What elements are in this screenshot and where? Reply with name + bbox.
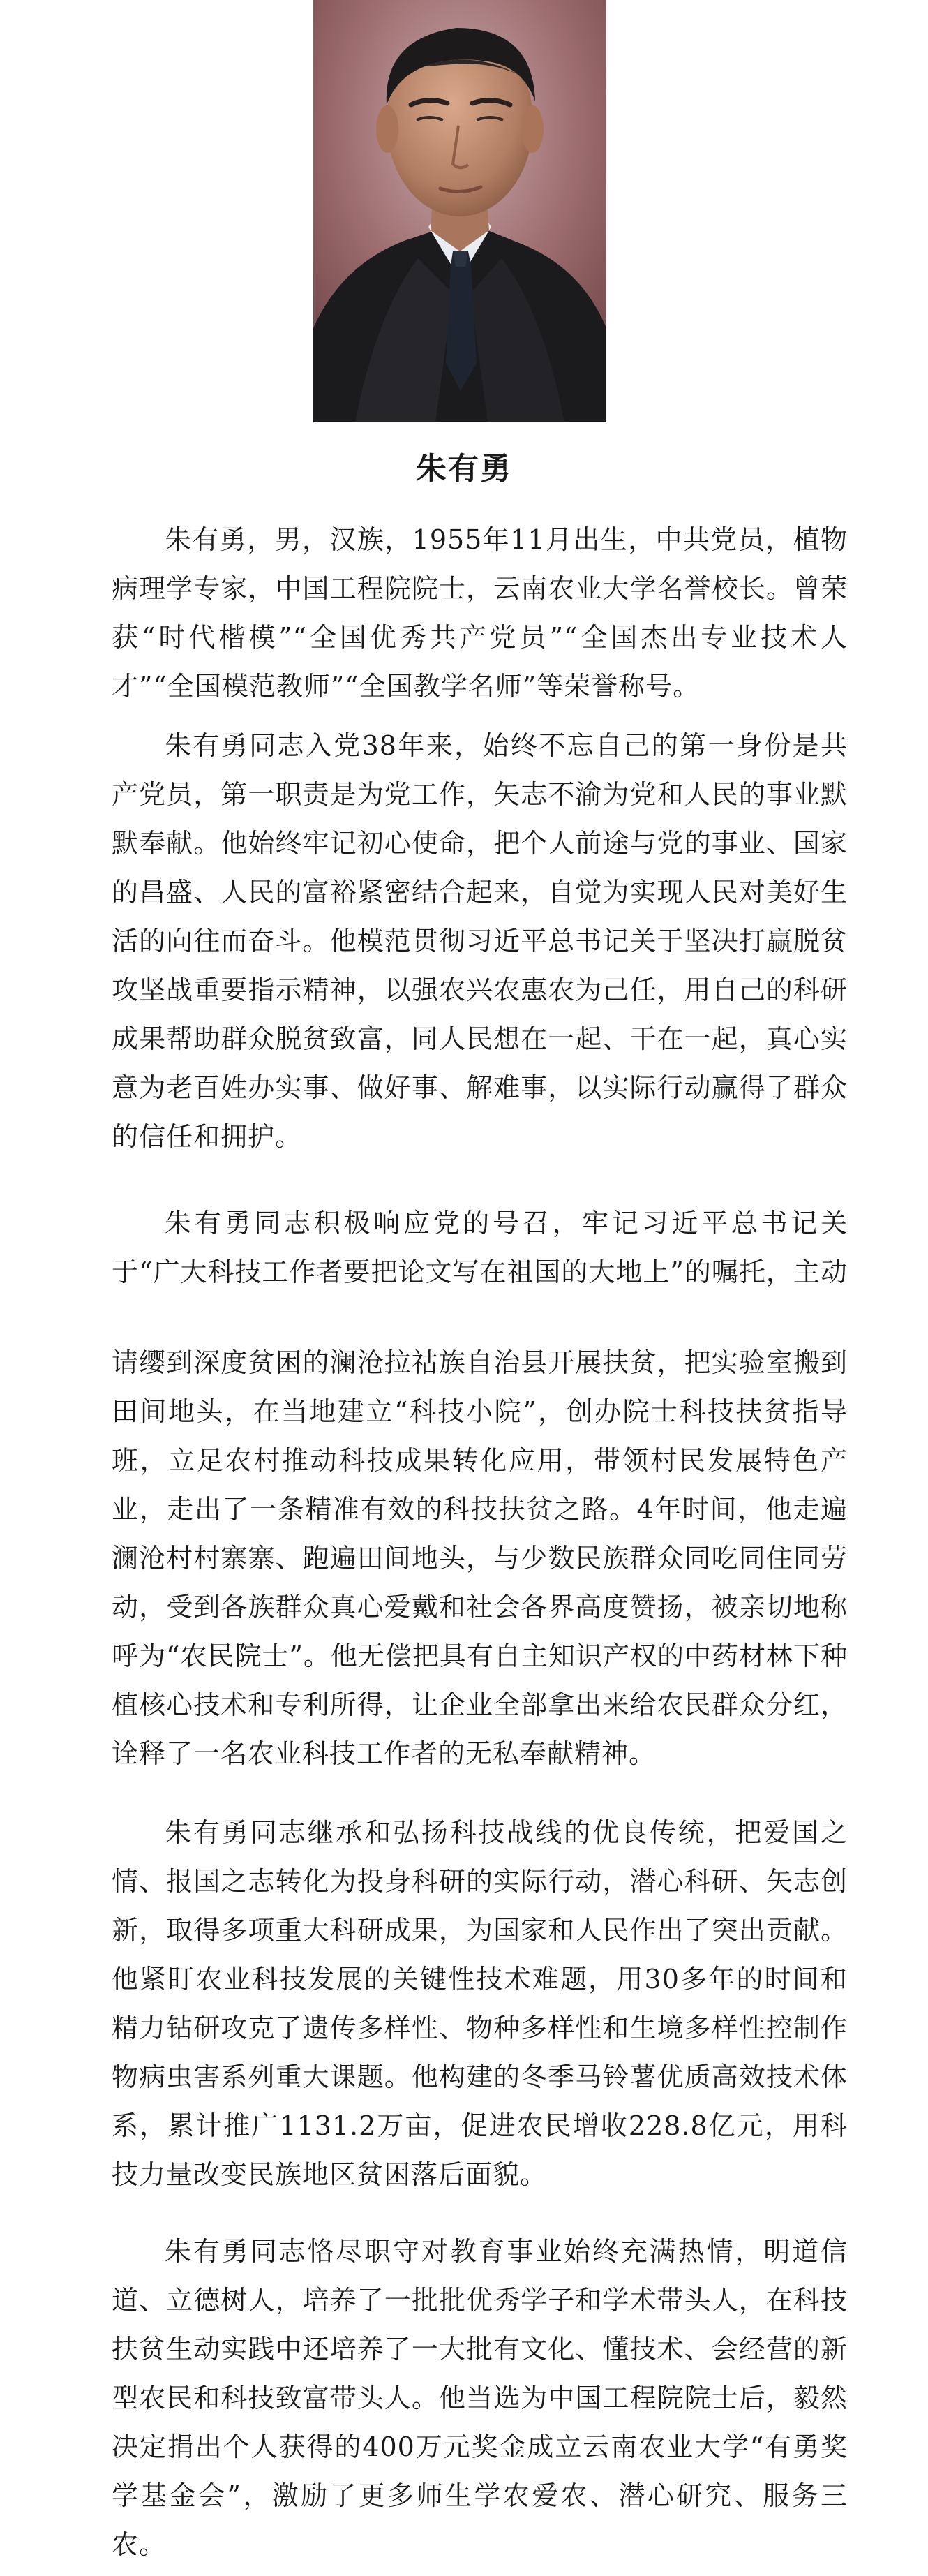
paragraph-poverty-alleviation-start: 朱有勇同志积极响应党的号召，牢记习近平总书记关于“广大科技工作者要把论文写在祖国的大地上”的嘱托，主动 bbox=[112, 1208, 848, 1287]
person-name: 朱有勇 bbox=[416, 451, 512, 487]
portrait-illustration bbox=[313, 0, 606, 422]
paragraph-education: 朱有勇同志恪尽职守对教育事业始终充满热情，明道信道、立德树人，培养了一批批优秀学子和学术带头人，在科技扶贫生动实践中还培养了一大批有文化、懂技术、会经营的新型农民和科技致富带头人。他当选为中国工程院院士后，毅然决定捐出个人获得的400万元奖金成立云南农业大学“有勇奖学基金会”，激励了更多师生学农爱农、潜心研究、服务三农。 bbox=[112, 2236, 848, 2560]
paragraph-poverty-alleviation-continued: 请缨到深度贫困的澜沧拉祜族自治县开展扶贫，把实验室搬到田间地头，在当地建立“科技小院”，创办院士科技扶贫指导班，立足农村推动科技成果转化应用，带领村民发展特色产业，走出了一条精准有效的科技扶贫之路。4年时间，他走遍澜沧村村寨寨、跑遍田间地头，与少数民族群众同吃同住同劳动，受到各族群众真心爱戴和社会各界高度赞扬，被亲切地称呼为“农民院士”。他无偿把具有自主知识产权的中药材林下种植核心技术和专利所得，让企业全部拿出来给农民群众分红，诠释了一名农业科技工作者的无私奉献精神。 bbox=[112, 1347, 848, 1769]
paragraph-biography: 朱有勇，男，汉族，1955年11月出生，中共党员，植物病理学专家，中国工程院院士，云南农业大学名誉校长。曾荣获“时代楷模”“全国优秀共产党员”“全国杰出专业技术人才”“全国模范教师”“全国教学名师”等荣誉称号。 bbox=[112, 524, 848, 702]
paragraph-party-service: 朱有勇同志入党38年来，始终不忘自己的第一身份是共产党员，第一职责是为党工作，矢志不渝为党和人民的事业默默奉献。他始终牢记初心使命，把个人前途与党的事业、国家的昌盛、人民的富裕紧密结合起来，自觉为实现人民对美好生活的向往而奋斗。他模范贯彻习近平总书记关于坚决打赢脱贫攻坚战重要指示精神，以强农兴农惠农为己任，用自己的科研成果帮助群众脱贫致富，同人民想在一起、干在一起，真心实意为老百姓办实事、做好事、解难事，以实际行动赢得了群众的信任和拥护。 bbox=[112, 730, 848, 1152]
paragraph-scientific-research: 朱有勇同志继承和弘扬科技战线的优良传统，把爱国之情、报国之志转化为投身科研的实际行动，潜心科研、矢志创新，取得多项重大科研成果，为国家和人民作出了突出贡献。他紧盯农业科技发展的关键性技术难题，用30多年的时间和精力钻研攻克了遗传多样性、物种多样性和生境多样性控制作物病虫害系列重大课题。他构建的冬季马铃薯优质高效技术体系，累计推广1131.2万亩，促进农民增收228.8亿元，用科技力量改变民族地区贫困落后面貌。 bbox=[112, 1817, 848, 2190]
portrait-photo bbox=[313, 0, 606, 422]
